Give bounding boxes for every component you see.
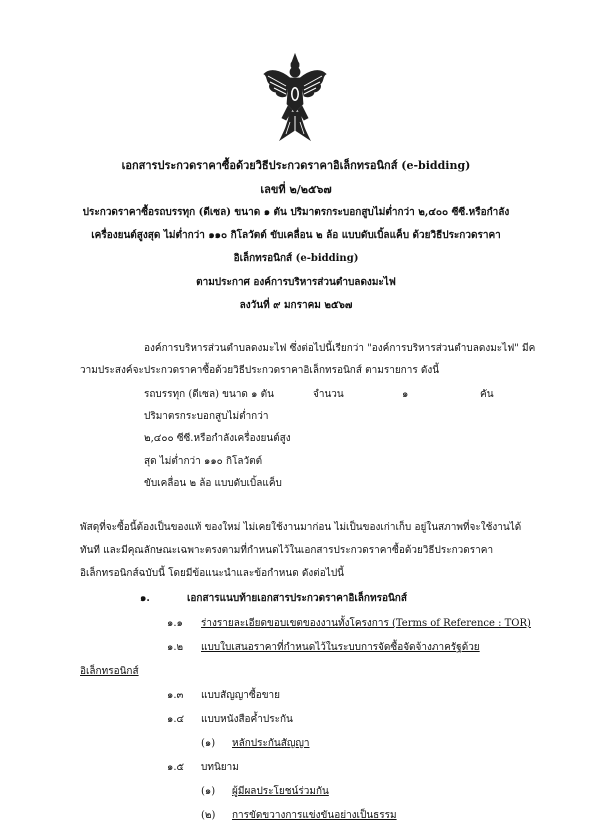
item-line-4: สุด ไม่ต่ำกว่า ๑๑๐ กิโลวัตต์ (144, 456, 263, 467)
item-line-5: ขับเคลื่อน ๒ ล้อ แบบดับเบิ้ลแค็บ (144, 478, 282, 489)
price-form-link-cont[interactable]: อิเล็กทรอนิกส์ (80, 666, 139, 677)
section-1-number: ๑. (140, 593, 150, 604)
condition-line-1: พัสดุที่จะซื้อนี้ต้องเป็นของแท้ ของใหม่ ไม่เคยใช้งานมาก่อน ไม่เป็นของเก่าเก็บ อยู่ในสภาพที่จะใช้งานได้ (80, 522, 522, 533)
sub-item-number: (๒) (201, 810, 216, 821)
item-unit: คัน (480, 389, 494, 400)
section-item-number: ๑.๑ (167, 618, 183, 629)
contract-guarantee-link[interactable]: หลักประกันสัญญา (232, 738, 310, 749)
section-item-number: ๑.๒ (167, 642, 184, 653)
announcement-line: ตามประกาศ องค์การบริหารส่วนตำบลดงมะไฟ (196, 277, 396, 288)
subject-line-1: ประกวดราคาซื้อรถบรรทุก (ดีเซล) ขนาด ๑ ตัน ปริมาตรกระบอกสูบไม่ต่ำกว่า ๒,๔๐๐ ซีซี.หรือกำลัง (82, 207, 510, 218)
sub-item-number: (๑) (201, 786, 216, 797)
intro-line-2: วามประสงค์จะประกวดราคาซื้อด้วยวิธีประกวดราคาอิเล็กทรอนิกส์ ตามรายการ ดังนี้ (80, 365, 440, 376)
definitions-text: บทนิยาม (201, 762, 239, 773)
fair-competition-link[interactable]: การขัดขวางการแข่งขันอย่างเป็นธรรม (232, 810, 397, 821)
joint-interest-link[interactable]: ผู้มีผลประโยชน์ร่วมกัน (232, 786, 329, 797)
condition-line-2: ทันที และมีคุณลักษณะเฉพาะตรงตามที่กำหนดไว้ในเอกสารประกวดราคาซื้อด้วยวิธีประกวดราคา (80, 545, 494, 556)
tor-link[interactable]: ร่างรายละเอียดขอบเขตของงานทั้งโครงการ (Terms of Reference : TOR) (201, 618, 531, 629)
intro-line-1: องค์การบริหารส่วนตำบลดงมะไฟ ซึ่งต่อไปนี้เรียกว่า "องค์การบริหารส่วนตำบลดงมะไฟ" มีค (144, 343, 536, 354)
document-title: เอกสารประกวดราคาซื้อด้วยวิธีประกวดราคาอิเล็กทรอนิกส์ (e-bidding) (121, 159, 471, 172)
contract-form-text: แบบสัญญาซื้อขาย (201, 690, 281, 701)
announcement-date: ลงวันที่ ๙ มกราคม ๒๕๖๗ (239, 300, 353, 311)
guarantee-form-text: แบบหนังสือค้ำประกัน (201, 714, 293, 725)
item-qty-value: ๑ (402, 389, 409, 400)
garuda-emblem-icon (262, 52, 328, 144)
document-number: เลขที่ ๒/๒๕๖๗ (260, 183, 332, 196)
section-item-number: ๑.๓ (167, 690, 184, 701)
item-line-1: รถบรรทุก (ดีเซล) ขนาด ๑ ตัน (144, 389, 274, 400)
section-1-title: เอกสารแนบท้ายเอกสารประกวดราคาอิเล็กทรอนิกส์ (187, 593, 407, 604)
subject-line-3: อิเล็กทรอนิกส์ (e-bidding) (233, 253, 359, 264)
section-item-number: ๑.๔ (167, 714, 185, 725)
subject-line-2: เครื่องยนต์สูงสุด ไม่ต่ำกว่า ๑๑๐ กิโลวัตต์ ขับเคลื่อน ๒ ล้อ แบบดับเบิ้ลแค็บ ด้วยวิธีประกวดราคา (91, 230, 501, 241)
section-item-number: ๑.๕ (167, 762, 185, 773)
item-line-3: ๒,๔๐๐ ซีซี.หรือกำลังเครื่องยนต์สูง (144, 433, 291, 444)
sub-item-number: (๑) (201, 738, 216, 749)
item-line-2: ปริมาตรกระบอกสูบไม่ต่ำกว่า (144, 411, 269, 422)
price-form-link[interactable]: แบบใบเสนอราคาที่กำหนดไว้ในระบบการจัดซื้อจัดจ้างภาครัฐด้วย (201, 642, 480, 653)
item-qty-label: จำนวน (313, 389, 344, 400)
condition-line-3: อิเล็กทรอนิกส์ฉบับนี้ โดยมีข้อแนะนำและข้อกำหนด ดังต่อไปนี้ (80, 568, 344, 579)
